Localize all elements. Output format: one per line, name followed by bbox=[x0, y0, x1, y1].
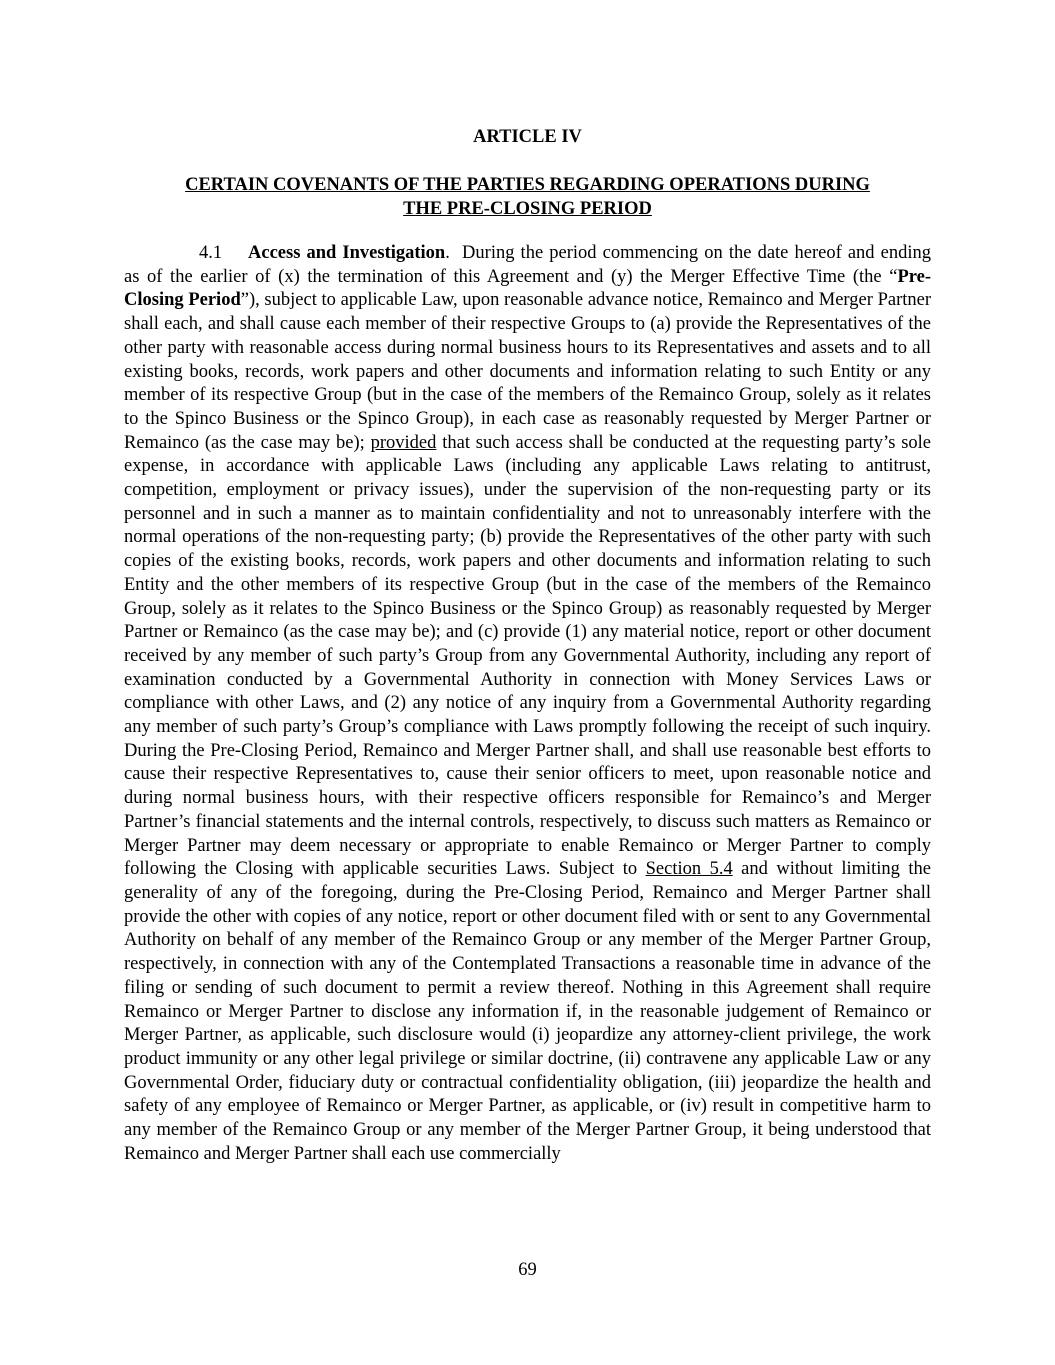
paragraph-text-1: During the period commencing on the date hereof and ending as of the earlier of (x) the termination of this Agreement and (y) the Merger Effective Time (the “ bbox=[124, 243, 932, 287]
section-heading-punct: . bbox=[445, 243, 450, 263]
article-heading: ARTICLE IV bbox=[473, 127, 582, 147]
section-title-line-1: CERTAIN COVENANTS OF THE PARTIES REGARDING OPERATIONS DURING bbox=[185, 175, 870, 195]
section-title bbox=[124, 174, 931, 221]
section-reference-link[interactable]: Section 5.4 bbox=[645, 859, 733, 880]
page-number: 69 bbox=[518, 1260, 537, 1280]
paragraph-text-4: and without limiting the generality of any of the foregoing, during the Pre-Closing Period, Remainco and Merger Partner shall provide the other with copies of any notice, report or other document filed with or sent to any Governmental Authority on behalf of any member of the Remainco Group or any member of the Merger Partner Group, respectively, in connection with any of the Contemplated Transactions a reasonable time in advance of the filing or sending of such document to permit a review thereof. Nothing in this Agreement shall require Remainco or Merger Partner to disclose any information if, in the reasonable judgement of Remainco or Merger Partner, as applicable, such disclosure would (i) jeopardize any attorney-client privilege, the work product immunity or any other legal privilege or similar doctrine, (ii) contravene any applicable Law or any Governmental Order, fiduciary duty or contractual confidentiality obligation, (iii) jeopardize the health and safety of any employee of Remainco or Merger Partner, as applicable, or (iv) result in competitive harm to any member of the Remainco Group or any member of the Merger Partner Group, it being understood that Remainco and Merger Partner shall each use commercially bbox=[124, 859, 931, 1164]
paragraph-text-3: that such access shall be conducted at the requesting party’s sole expense, in accordance with applicable Laws (including any applicable Laws relating to antitrust, competition, employment or privacy issues), under the supervision of the non-requesting party or its personnel and in such a manner as to maintain confidentiality and not to unreasonably interfere with the normal operations of the non-requesting party; (b) provide the Representatives of the other party with such copies of the existing books, records, work papers and other documents and information relating to such Entity and the other members of its respective Group (but in the case of the members of the Remainco Group, solely as it relates to the Spinco Business or the Spinco Group) as reasonably requested by Merger Partner or Remainco (as the case may be); and (c) provide (1) any material notice, report or other document received by any member of such party’s Group from any Governmental Authority, including any report of examination conducted by a Governmental Authority in connection with Money Services Laws or compliance with other Laws, and (2) any notice of any inquiry from a Governmental Authority regarding any member of such party’s Group’s compliance with Laws promptly following the receipt of such inquiry. During the Pre-Closing Period, Remainco and Merger Partner shall, and shall use reasonable best efforts to cause their respective Representatives to, cause their senior officers to meet, upon reasonable notice and during normal business hours, with their respective officers responsible for Remainco’s and Merger Partner’s financial statements and the internal controls, respectively, to discuss such matters as Remainco or Merger Partner may deem necessary or appropriate to enable Remainco or Merger Partner to comply following the Closing with applicable securities Laws. Subject to bbox=[124, 432, 932, 880]
section-number: 4.1 bbox=[199, 243, 223, 263]
section-title-line-2: THE PRE-CLOSING PERIOD bbox=[403, 198, 652, 219]
defined-term-pre-closing-period: Pre-Closing Period bbox=[124, 266, 931, 311]
provided-term: provided bbox=[370, 432, 437, 453]
section-4-1-paragraph bbox=[124, 242, 931, 1166]
section-heading: Access and Investigation bbox=[248, 243, 446, 263]
paragraph-text-2: ”), subject to applicable Law, upon reasonable advance notice, Remainco and Merger Partner shall each, and shall cause each member of their respective Groups to (a) provide the Representatives of the other party with reasonable access during normal business hours to its Representatives and assets and to all existing books, records, work papers and other documents and information relating to such Entity or any member of its respective Group (but in the case of the members of the Remainco Group, solely as it relates to the Spinco Business or the Spinco Group), in each case as reasonably requested by Merger Partner or Remainco (as the case may be); bbox=[124, 290, 931, 453]
